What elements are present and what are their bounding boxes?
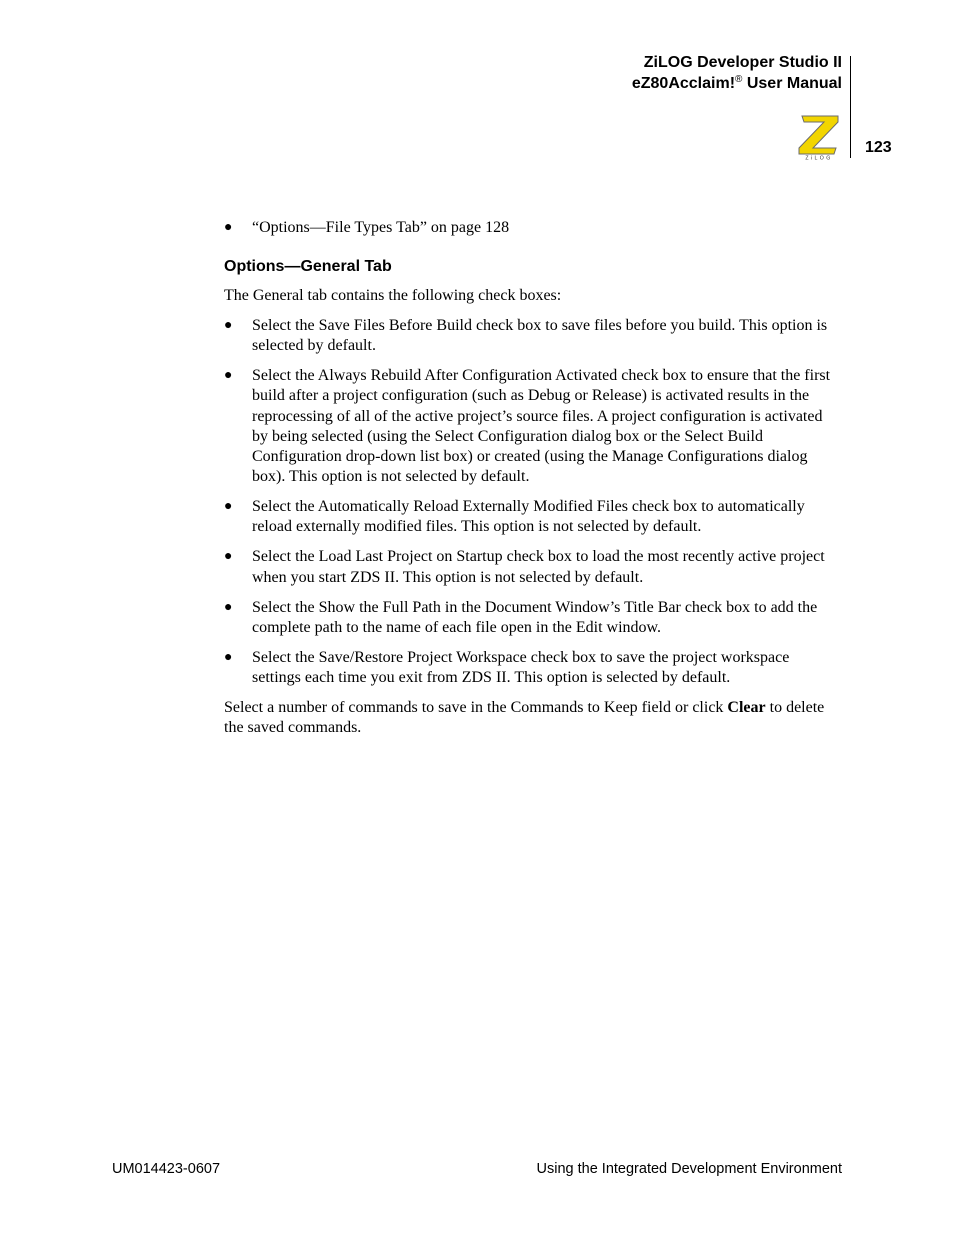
section-intro: The General tab contains the following check boxes: xyxy=(224,287,562,304)
list-item xyxy=(224,547,842,587)
list-item-text: Select the Save Files Before Build check box to save files before you build. This option is selected by default. xyxy=(252,317,828,355)
list-item xyxy=(224,366,842,487)
checkbox-options-list xyxy=(224,316,842,688)
bullet-icon: ● xyxy=(224,220,233,235)
list-item-text: Select the Save/Restore Project Workspace check box to save the project workspace settings each time you exit from ZDS II. This option is selected by default. xyxy=(252,648,790,687)
bullet-icon: ● xyxy=(224,318,233,333)
list-item-text: Select the Show the Full Path in the Document Window’s Title Bar check box to add the complete path to the name of each file open in the Edit window. xyxy=(252,598,818,636)
footer-chapter-title: Using the Integrated Development Environment xyxy=(536,1161,842,1177)
list-item xyxy=(224,218,842,238)
bullet-icon: ● xyxy=(224,549,233,565)
registered-mark: ® xyxy=(735,74,743,85)
footer-document-id: UM014423-0607 xyxy=(112,1161,221,1177)
header-divider xyxy=(850,56,851,158)
logo-wordmark: ZiLOG xyxy=(805,155,833,160)
list-item xyxy=(224,497,842,537)
list-item xyxy=(224,598,842,638)
list-item-text: Select the Automatically Reload Externally Modified Files check box to automatically reload externally modified files. This option is not selected by default. xyxy=(252,498,805,536)
list-item xyxy=(224,316,842,356)
bullet-icon: ● xyxy=(224,649,233,665)
zilog-logo-icon xyxy=(796,114,842,160)
list-item xyxy=(224,648,842,688)
bullet-icon: ● xyxy=(224,599,233,615)
bullet-icon: ● xyxy=(224,499,233,515)
header-manual-title: eZ80Acclaim!® User Manual xyxy=(631,74,842,92)
closing-paragraph: Select a number of commands to save in the Commands to Keep field or click Clear to delete the saved commands. xyxy=(224,699,825,737)
running-header xyxy=(632,52,842,94)
bullet-icon: ● xyxy=(224,368,233,384)
logo-z-shape xyxy=(799,116,838,154)
section-heading: Options—General Tab xyxy=(224,258,392,275)
list-item-text: Select the Load Last Project on Startup check box to load the most recently active project when you start ZDS II. This option is not selected by default. xyxy=(252,548,825,586)
page-body xyxy=(224,218,842,748)
header-product-title: ZiLOG Developer Studio II xyxy=(643,54,842,71)
cross-reference-link: “Options—File Types Tab” on page 128 xyxy=(252,219,510,236)
page-number: 123 xyxy=(865,139,892,156)
list-item-text: Select the Always Rebuild After Configuration Activated check box to ensure that the first build after a project configuration (such as Debug or Release) is activated results in the reprocessing of all of the active project’s source files. A project configuration is activated by being selected (using the Select Configuration dialog box or the Select Build Configuration drop-down list box) or created (using the Manage Configurations dialog box). This option is not selected by default. xyxy=(252,367,831,486)
clear-button-label: Clear xyxy=(727,699,766,717)
continued-list xyxy=(224,218,842,238)
